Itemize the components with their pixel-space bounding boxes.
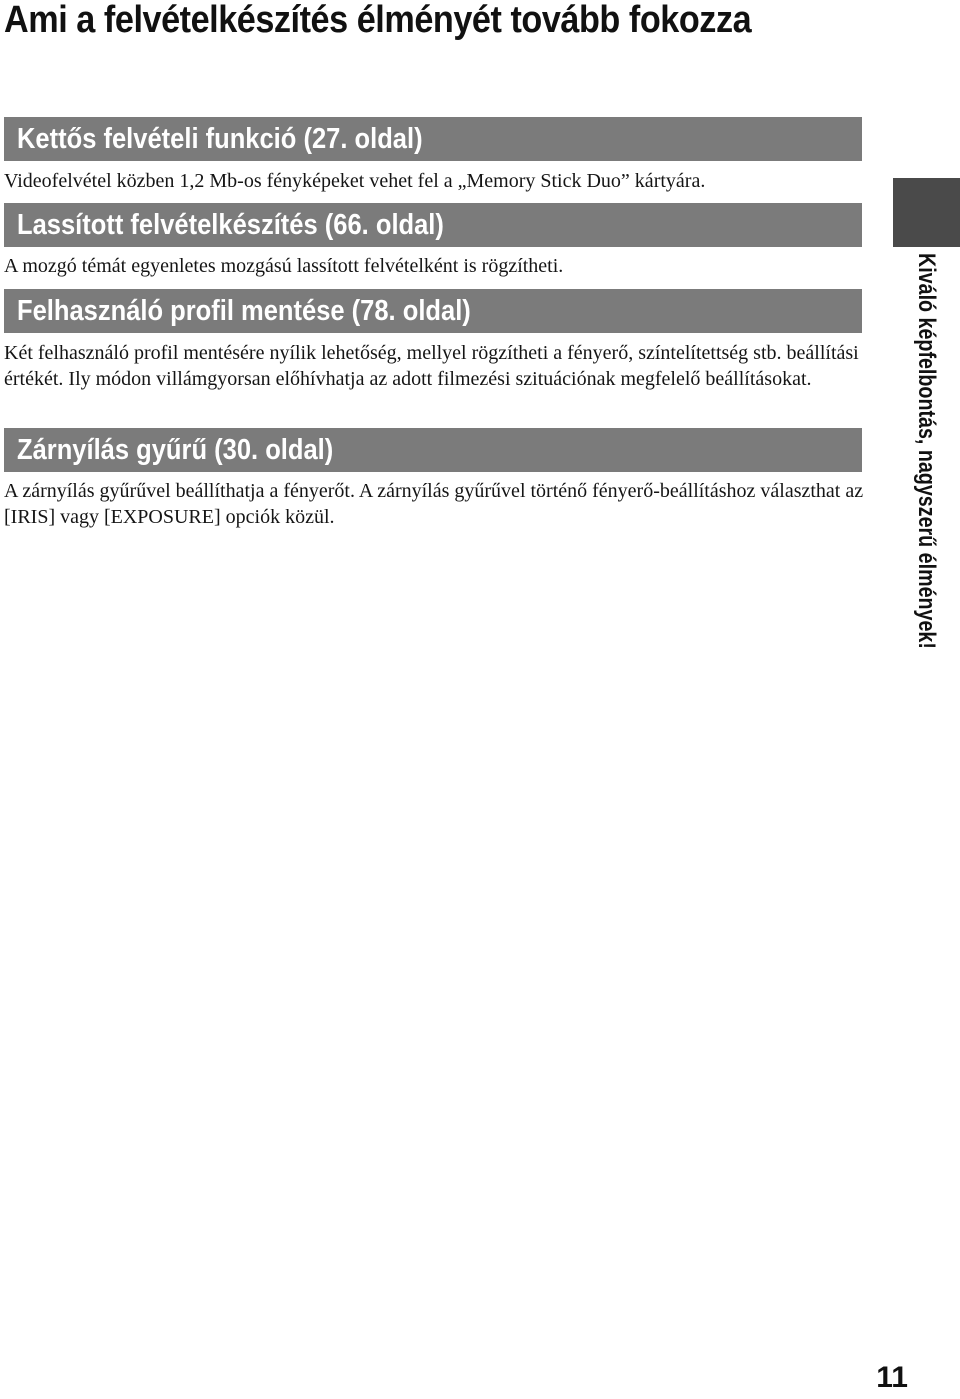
section-header-profile — [4, 289, 862, 333]
side-tab-marker — [893, 178, 960, 247]
section-header-dual-rec — [4, 117, 862, 161]
section-body-text: Videofelvétel közben 1,2 Mb-os fényképeket vehet fel a „Memory Stick Duo” kártyára. — [4, 170, 706, 192]
section-body-text: A mozgó témát egyenletes mozgású lassított felvételként is rögzítheti. — [4, 255, 564, 277]
side-chapter-label: Kiváló képfelbontás, nagyszerű élmények! — [913, 253, 940, 649]
section-heading: Kettős felvételi funkció (27. oldal) — [17, 123, 423, 155]
section-heading: Zárnyílás gyűrű (30. oldal) — [17, 434, 334, 466]
section-header-iris-ring — [4, 428, 862, 472]
page-number: 11 — [876, 1361, 908, 1394]
section-body-text: A zárnyílás gyűrűvel beállíthatja a fényerőt. A zárnyílás gyűrűvel történő fényerő-beállításhoz választhat az [IRIS] vagy [EXPOSURE] opciók közül. — [4, 480, 864, 528]
section-header-slow-rec — [4, 203, 862, 247]
section-body-text: Két felhasználó profil mentésére nyílik lehetőség, mellyel rögzítheti a fényerő, színtelítettség stb. beállítási értékét. Ily módon villámgyorsan előhívhatja az adott filmezési szituációnak megfelelő beállításokat. — [4, 342, 859, 390]
page-title: Ami a felvételkészítés élményét tovább fokozza — [4, 0, 752, 41]
section-heading: Felhasználó profil mentése (78. oldal) — [17, 295, 471, 327]
section-heading: Lassított felvételkészítés (66. oldal) — [17, 209, 444, 241]
